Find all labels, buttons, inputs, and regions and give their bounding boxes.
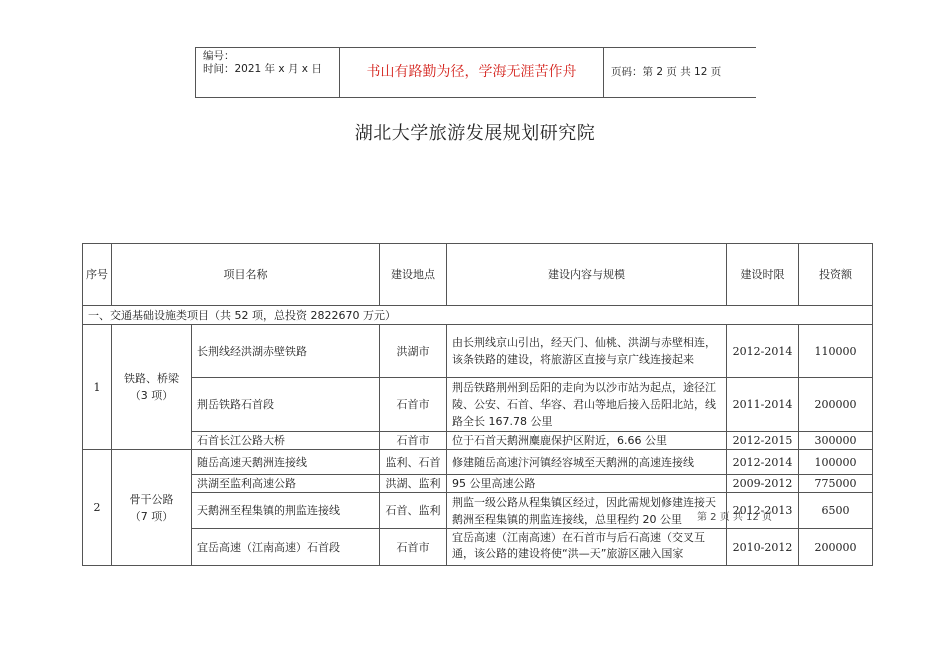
table-row — [83, 529, 873, 566]
project-period: 2011-2014 — [727, 378, 799, 432]
project-location: 石首、监利 — [380, 493, 447, 529]
group-seq: 2 — [83, 450, 112, 566]
project-name: 荆岳铁路石首段 — [192, 378, 380, 432]
project-name: 洪湖至监利高速公路 — [192, 475, 380, 493]
group-category-count: （3 项） — [129, 389, 174, 402]
project-content — [447, 529, 727, 566]
document-title: 湖北大学旅游发展规划研究院 — [354, 123, 596, 144]
header-period: 建设时限 — [727, 244, 799, 306]
project-content: 修建随岳高速汴河镇经容城至天鹅洲的高速连接线 — [447, 450, 727, 475]
project-period: 2012-2014 — [727, 450, 799, 475]
table-row — [83, 475, 873, 493]
project-period: 2012-2014 — [727, 325, 799, 378]
header-content: 建设内容与规模 — [447, 244, 727, 306]
project-name: 长荆线经洪湖赤壁铁路 — [192, 325, 380, 378]
project-name: 石首长江公路大桥 — [192, 432, 380, 450]
time-label: 时间：2021 年 x 月 x 日 — [203, 63, 322, 75]
header-location: 建设地点 — [380, 244, 447, 306]
project-content: 位于石首天鹅洲麋鹿保护区附近，6.66 公里 — [447, 432, 727, 450]
project-location: 洪湖市 — [380, 325, 447, 378]
section-row — [83, 306, 873, 325]
document-header — [195, 47, 756, 98]
number-label: 编号： — [203, 50, 235, 62]
project-content: 由长荆线京山引出，经天门、仙桃、洪湖与赤壁相连，该条铁路的建设，将旅游区直接与京广线连接起来 — [447, 325, 727, 378]
header-seq: 序号 — [83, 244, 112, 306]
header-investment: 投资额 — [799, 244, 873, 306]
section-label: 一、交通基础设施类项目（共 52 项，总投资 2822670 万元） — [83, 306, 873, 325]
table-row — [83, 378, 873, 432]
group-category — [112, 450, 192, 566]
project-investment: 6500 — [799, 493, 873, 529]
table-header-row — [83, 244, 873, 306]
project-location: 石首市 — [380, 378, 447, 432]
header-page-label: 页码：第 2 页 共 12 页 — [611, 66, 722, 78]
group-category-name: 铁路、桥梁 — [124, 372, 179, 385]
project-content: 荆岳铁路荆州到岳阳的走向为以沙市站为起点，途径江陵、公安、石首、华容、君山等地后接入岳阳北站，线路全长 167.78 公里 — [447, 378, 727, 432]
project-investment: 775000 — [799, 475, 873, 493]
project-period: 2010-2012 — [727, 529, 799, 566]
project-name: 随岳高速天鹅洲连接线 — [192, 450, 380, 475]
project-investment: 200000 — [799, 378, 873, 432]
project-period: 2012-2015 — [727, 432, 799, 450]
project-location: 洪湖、监利 — [380, 475, 447, 493]
project-period: 2012-2013 — [727, 493, 799, 529]
group-category — [112, 325, 192, 450]
project-location: 石首市 — [380, 529, 447, 566]
project-location: 监利、石首 — [380, 450, 447, 475]
project-content-text: 宜岳高速（江南高速）在石首市与后石高速（交叉互通，该公路的建设将使“洪—天”旅游区融入国家 — [452, 531, 705, 560]
project-name: 天鹅洲至程集镇的荆监连接线 — [192, 493, 380, 529]
project-content: 95 公里高速公路 — [447, 475, 727, 493]
project-content: 荆监一级公路从程集镇区经过，因此需规划修建连接天鹅洲至程集镇的荆监连接线，总里程约 20 公里 — [447, 493, 727, 529]
project-location: 石首市 — [380, 432, 447, 450]
project-name: 宜岳高速（江南高速）石首段 — [192, 529, 380, 566]
project-investment: 300000 — [799, 432, 873, 450]
table-row — [83, 450, 873, 475]
table-row — [83, 325, 873, 378]
table-row — [83, 432, 873, 450]
header-name: 项目名称 — [112, 244, 380, 306]
project-investment: 200000 — [799, 529, 873, 566]
project-period: 2009-2012 — [727, 475, 799, 493]
page-footer-note: 第 2 页 共 12 页 — [697, 512, 772, 523]
group-seq: 1 — [83, 325, 112, 450]
header-meta — [196, 48, 340, 97]
project-investment: 110000 — [799, 325, 873, 378]
header-motto: 书山有路勤为径，学海无涯苦作舟 — [340, 48, 604, 97]
group-category-count: （7 项） — [129, 509, 174, 523]
project-investment: 100000 — [799, 450, 873, 475]
group-category-name: 骨干公路 — [129, 492, 174, 506]
